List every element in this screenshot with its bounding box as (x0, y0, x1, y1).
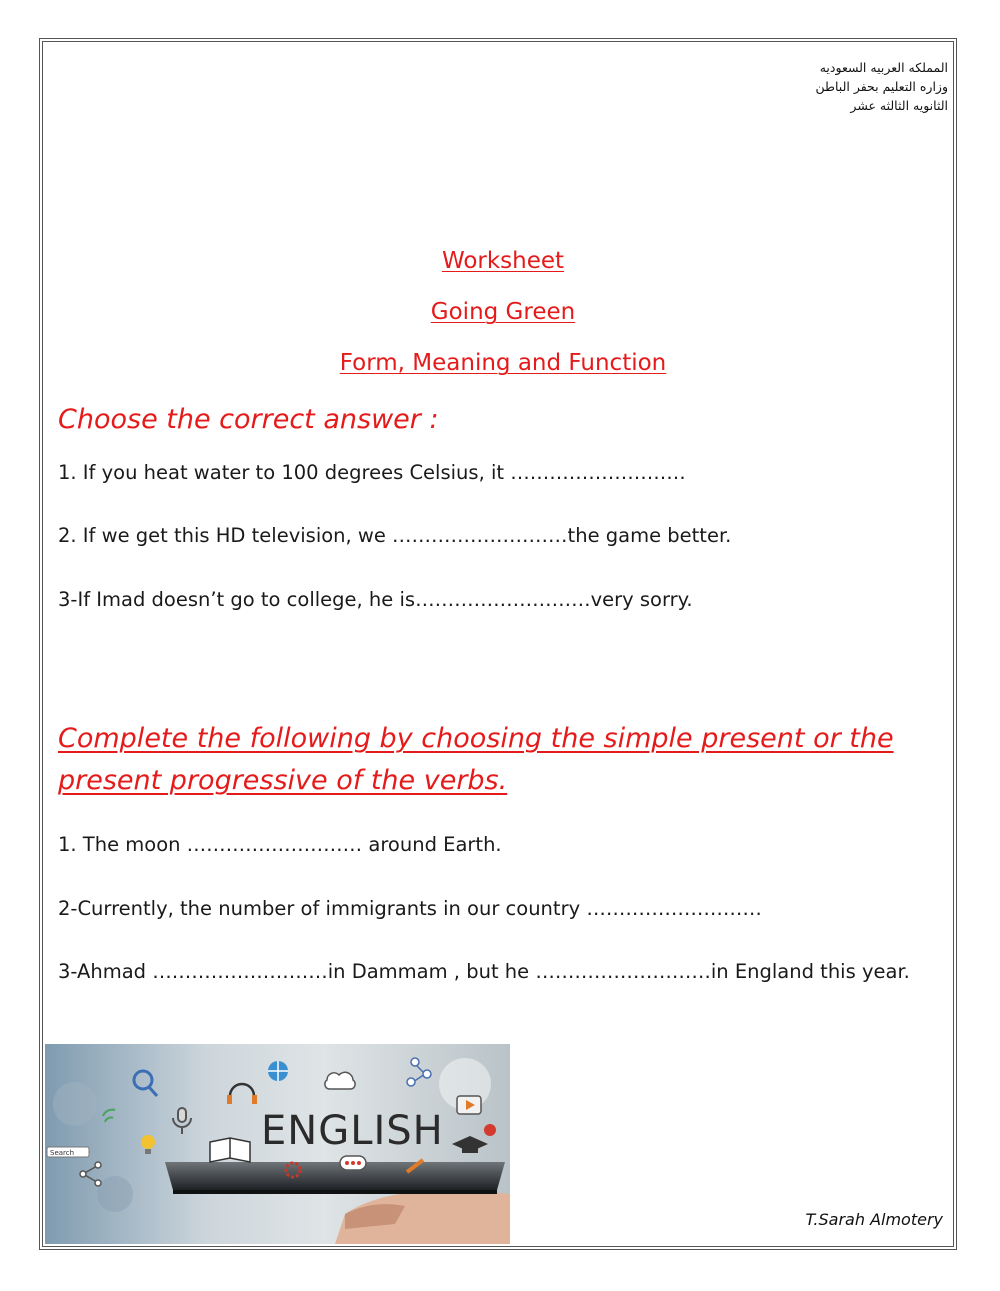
header-line-ministry: وزاره التعليم بحفر الباطن (815, 79, 948, 94)
worksheet-title: Worksheet (441, 248, 565, 274)
book-icon (210, 1138, 250, 1162)
search-label: Search (50, 1149, 75, 1157)
cloud-icon (325, 1072, 355, 1089)
apple-icon (484, 1124, 496, 1136)
header-line-school: الثانويه الثالثه عشر (850, 98, 948, 113)
topic-title: Going Green (430, 299, 576, 325)
section2-question-2: 2-Currently, the number of immigrants in our country ……………………… (58, 897, 762, 920)
teacher-signature: T.Sarah Almotery (805, 1210, 943, 1229)
section1-question-2: 2. If we get this HD television, we ………………………the game better. (58, 524, 732, 547)
section1-heading: Choose the correct answer : (58, 404, 439, 435)
section1-question-1: 1. If you heat water to 100 degrees Celsius, it ……………………… (58, 461, 686, 484)
section2-question-1: 1. The moon ……………………… around Earth. (58, 833, 502, 856)
speech-bubble-icon (340, 1156, 366, 1170)
subtitle: Form, Meaning and Function (339, 350, 667, 376)
english-word: ENGLISH (261, 1108, 444, 1154)
school-header (816, 58, 948, 115)
section2-question-3: 3-Ahmad ………………………in Dammam , but he ………………………in England this year. (58, 960, 910, 983)
search-bar (47, 1147, 89, 1157)
globe-icon (268, 1061, 288, 1081)
header-line-kingdom: المملكه العربيه السعوديه (819, 60, 948, 75)
video-icon (457, 1096, 481, 1114)
section1-question-3: 3-If Imad doesn’t go to college, he is………………………very sorry. (58, 588, 693, 611)
english-tablet-illustration (45, 1044, 510, 1244)
section2-heading: Complete the following by choosing the simple present or the present progressive of the verbs. (58, 723, 894, 796)
